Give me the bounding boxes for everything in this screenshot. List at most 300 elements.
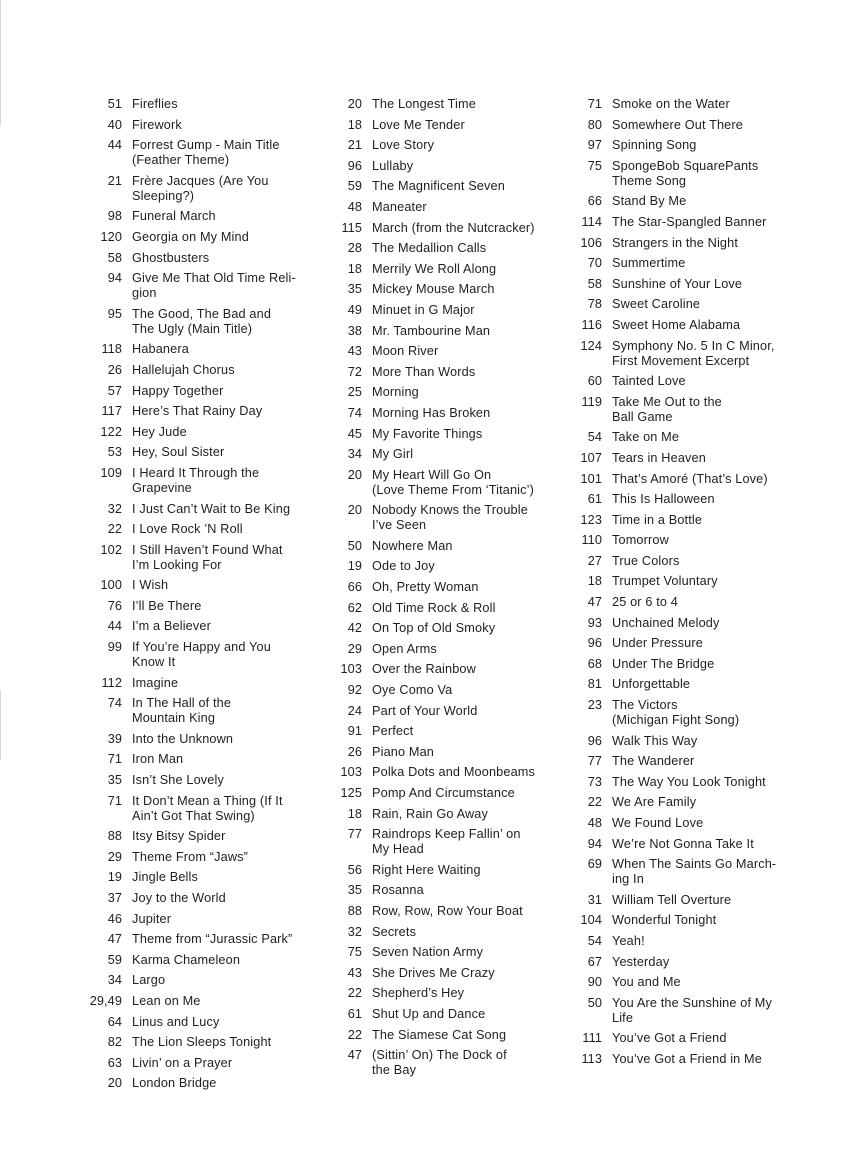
song-title: Take Me Out to the Ball Game [612,394,722,424]
page-number: 47 [107,932,122,947]
page-number: 35 [347,883,362,898]
song-title: William Tell Overture [612,892,732,907]
page-number: 72 [347,364,362,379]
page-number: 62 [347,600,362,615]
page-number: 75 [347,945,362,960]
index-entry [318,945,568,960]
page-number: 20 [347,467,362,482]
index-entry [78,209,328,224]
song-title: Lean on Me [132,993,201,1008]
index-entry [558,893,808,908]
page-number: 23 [587,698,602,713]
page-number: 25 [347,385,362,400]
index-entry [318,539,568,554]
song-title: Tainted Love [612,374,686,389]
index-entry [78,384,328,399]
song-title: Hey, Soul Sister [132,445,225,460]
page-number: 43 [347,965,362,980]
song-title: On Top of Old Smoky [372,621,496,636]
index-entry [558,554,808,569]
song-title: Unforgettable [612,677,691,692]
song-title: The Wanderer [612,754,695,769]
page-number: 58 [107,250,122,265]
page-number: 50 [347,538,362,553]
song-title: This Is Halloween [612,492,715,507]
page-number: 19 [107,870,122,885]
index-entry [78,118,328,133]
index-entry [318,925,568,940]
page-number: 71 [107,752,122,767]
page-number: 98 [107,209,122,224]
page-number: 44 [107,138,122,153]
song-title: Row, Row, Row Your Boat [372,903,523,918]
index-entry [78,404,328,419]
index-entry [78,850,328,865]
song-title: SpongeBob SquarePants Theme Song [612,158,759,188]
song-title: You’ve Got a Friend in Me [612,1051,762,1066]
index-entry [78,578,328,593]
index-entry [318,704,568,719]
page-number: 18 [587,574,602,589]
index-entry [78,1056,328,1071]
song-title: Iron Man [132,752,184,767]
song-title: More Than Words [372,364,476,379]
index-entry [78,230,328,245]
song-title: Morning [372,385,419,400]
song-title: Old Time Rock & Roll [372,600,496,615]
song-title: Spinning Song [612,138,697,153]
song-title: Raindrops Keep Fallin’ on My Head [372,827,521,857]
index-entry [78,752,328,767]
page-number: 18 [347,806,362,821]
index-entry [318,807,568,822]
index-entry [558,236,808,251]
page-number: 103 [340,765,362,780]
index-entry [78,307,328,337]
page-number: 29,49 [89,993,122,1008]
page-number: 110 [581,533,602,548]
index-entry [318,179,568,194]
index-entry [558,1052,808,1067]
index-entry [78,522,328,537]
index-entry [558,996,808,1026]
page-number: 71 [587,97,602,111]
index-entry [558,472,808,487]
song-title: Mickey Mouse March [372,282,495,297]
page-number: 28 [347,241,362,256]
index-entry [318,1007,568,1022]
page-number: 45 [347,426,362,441]
index-column-3 [558,97,808,1073]
song-title: Sweet Home Alabama [612,317,741,332]
index-entry [78,1035,328,1050]
index-entry [558,533,808,548]
page-number: 42 [347,621,362,636]
index-entry [78,912,328,927]
page-number: 66 [587,194,602,209]
index-entry [318,324,568,339]
song-title: You Are the Sunshine of My Life [612,995,773,1025]
page-number: 21 [107,173,122,188]
index-entry [78,773,328,788]
page-number: 37 [107,891,122,905]
song-title: Forrest Gump - Main Title (Feather Theme) [132,138,280,168]
page-number: 31 [587,892,602,907]
song-title: Morning Has Broken [372,405,491,420]
page-number: 40 [107,117,122,132]
song-title: It Don’t Mean a Thing (If It Ain’t Got That Swing) [132,793,283,823]
page-number: 34 [347,447,362,462]
song-title: Isn’t She Lovely [132,773,224,788]
song-title: 25 or 6 to 4 [612,595,678,610]
index-entry [78,543,328,573]
page-number: 92 [347,683,362,698]
page-number: 116 [581,317,602,332]
index-entry [78,1076,328,1091]
song-title: Somewhere Out There [612,117,743,132]
song-title: Part of Your World [372,703,478,718]
page-number: 99 [107,640,122,655]
song-title: The Longest Time [372,97,476,111]
index-entry [78,363,328,378]
page-number: 50 [587,995,602,1010]
index-entry [78,271,328,301]
song-title: Seven Nation Army [372,945,484,960]
page-number: 74 [107,696,122,711]
page-number: 57 [107,383,122,398]
song-title: Symphony No. 5 In C Minor, First Movement Excerpt [612,338,775,368]
song-title: Ghostbusters [132,250,210,265]
song-title: The Victors (Michigan Fight Song) [612,698,740,728]
song-title: Wonderful Tonight [612,913,717,928]
page-number: 107 [580,450,602,465]
index-entry [318,786,568,801]
song-title: Right Here Waiting [372,862,481,877]
song-title: Oye Como Va [372,683,453,698]
index-entry [318,262,568,277]
index-entry [318,883,568,898]
page-number: 38 [347,323,362,338]
index-entry [78,425,328,440]
page-number: 70 [587,256,602,271]
index-entry [318,503,568,533]
index-entry [558,734,808,749]
page-number: 48 [587,816,602,830]
song-title: Sunshine of Your Love [612,276,743,291]
song-title: Linus and Lucy [132,1014,220,1029]
page-number: 24 [347,703,362,718]
song-title: Time in a Bottle [612,512,703,527]
song-title: Perfect [372,724,414,739]
song-title: Frère Jacques (Are You Sleeping?) [132,173,269,203]
index-entry [318,559,568,574]
page-number: 101 [580,471,602,486]
index-entry [558,616,808,631]
index-entry [78,696,328,726]
song-title: My Girl [372,447,414,462]
page-number: 94 [107,271,122,286]
index-entry [318,642,568,657]
page-number: 59 [107,952,122,967]
page-number: 61 [587,492,602,507]
song-title: Rain, Rain Go Away [372,806,489,821]
index-entry [558,754,808,769]
index-entry [318,303,568,318]
song-title: The Good, The Bad and The Ugly (Main Title) [132,306,272,336]
song-title: She Drives Me Crazy [372,965,495,980]
index-entry [558,857,808,887]
page-number: 77 [347,827,362,842]
page-number: 20 [347,503,362,518]
page-number: 46 [107,911,122,926]
index-entry [558,215,808,230]
index-entry [558,775,808,790]
index-entry [558,698,808,728]
page-number: 82 [107,1035,122,1050]
page-number: 32 [347,924,362,939]
page-number: 27 [587,553,602,568]
index-entry [78,466,328,496]
page-number: 35 [347,282,362,297]
page-number: 29 [347,641,362,656]
song-title: Joy to the World [132,891,226,905]
page-number: 96 [587,733,602,748]
index-entry [78,174,328,204]
index-entry [78,870,328,885]
song-title: Largo [132,973,166,988]
song-title: Jingle Bells [132,870,198,885]
page-number: 29 [107,849,122,864]
index-entry [78,1015,328,1030]
song-title: Minuet in G Major [372,302,475,317]
song-title: The Magnificent Seven [372,179,505,194]
index-entry [318,986,568,1001]
song-title: Open Arms [372,641,437,656]
song-title: Firework [132,117,182,132]
song-title: Itsy Bitsy Spider [132,829,226,844]
song-title: Nobody Knows the Trouble I’ve Seen [372,503,528,533]
song-title: Livin’ on a Prayer [132,1055,233,1070]
index-entry [78,97,328,112]
index-entry [558,256,808,271]
song-title: That’s Amoré (That’s Love) [612,471,768,486]
song-title: Ode to Joy [372,559,435,574]
song-title: We Found Love [612,816,704,830]
index-entry [318,427,568,442]
index-entry [558,955,808,970]
page-number: 18 [347,261,362,276]
page-number: 54 [587,430,602,445]
song-title: Piano Man [372,744,435,759]
song-title: Give Me That Old Time Reli- gion [132,271,296,301]
page-number: 88 [347,903,362,918]
page-number: 122 [100,424,122,439]
song-title: The Medallion Calls [372,241,487,256]
song-title: Habanera [132,342,189,357]
song-title: Oh, Pretty Woman [372,580,479,595]
song-title: I’m a Believer [132,619,211,634]
index-entry [558,138,808,153]
page-number: 113 [581,1051,602,1066]
page-number: 19 [347,559,362,574]
song-title: Rosanna [372,883,424,898]
index-entry [78,502,328,517]
song-title: My Favorite Things [372,426,483,441]
index-entry [318,200,568,215]
page-number: 26 [107,362,122,377]
page-number: 51 [107,97,122,111]
song-title: Nowhere Man [372,538,453,553]
index-entry [558,492,808,507]
page-number: 63 [107,1055,122,1070]
page-number: 49 [347,302,362,317]
page-number: 67 [587,954,602,969]
index-entry [318,468,568,498]
index-entry [318,385,568,400]
page-number: 20 [347,97,362,111]
song-title: I Heard It Through the Grapevine [132,465,260,495]
index-entry [318,765,568,780]
song-title: Under Pressure [612,636,703,651]
song-title: Tomorrow [612,533,669,548]
page-number: 43 [347,344,362,359]
song-title: Into the Unknown [132,731,234,746]
page-number: 117 [101,404,122,419]
page-number: 47 [347,1048,362,1063]
page-edge-mark-middle [0,690,1,760]
index-entry [558,374,808,389]
song-title: Take on Me [612,430,680,445]
page-number: 48 [347,199,362,214]
index-entry [318,138,568,153]
page-number: 56 [347,862,362,877]
index-entry [558,816,808,831]
index-entry [318,662,568,677]
song-title: Yesterday [612,954,670,969]
index-entry [318,118,568,133]
index-entry [318,683,568,698]
song-title: Hallelujah Chorus [132,362,235,377]
page-number: 91 [347,724,362,739]
page-number: 61 [347,1006,362,1021]
index-entry [318,863,568,878]
song-title: Shepherd’s Hey [372,986,465,1001]
index-entry [78,973,328,988]
song-title: Yeah! [612,933,645,948]
page-number: 111 [582,1031,602,1046]
song-title: I’ll Be There [132,598,202,613]
page-number: 88 [107,829,122,844]
page-number: 80 [587,117,602,132]
song-title: Theme From “Jaws” [132,849,249,864]
index-entry [78,138,328,168]
index-entry [78,640,328,670]
page-number: 118 [101,342,122,357]
song-title: I Still Haven’t Found What I’m Looking For [132,542,283,572]
index-entry [318,966,568,981]
page-number: 68 [587,656,602,671]
page-number: 20 [107,1076,122,1091]
index-entry [318,406,568,421]
song-title: Strangers in the Night [612,235,739,250]
page-number: 102 [100,542,122,557]
page-number: 100 [100,578,122,593]
song-title: Love Me Tender [372,117,465,132]
index-entry [318,159,568,174]
page-number: 59 [347,179,362,194]
index-entry [558,194,808,209]
index-entry [558,451,808,466]
song-title: Stand By Me [612,194,687,209]
song-title: True Colors [612,553,680,568]
song-title: Shut Up and Dance [372,1006,486,1021]
song-title: In The Hall of the Mountain King [132,696,232,726]
index-entry [558,975,808,990]
page-number: 22 [107,522,122,537]
song-title: Moon River [372,344,439,359]
index-entry [558,339,808,369]
index-entry [558,118,808,133]
index-entry [78,251,328,266]
index-entry [318,827,568,857]
index-entry [318,601,568,616]
index-entry [318,1028,568,1043]
page-number: 115 [341,220,362,235]
page-number: 112 [101,675,122,690]
index-entry [558,795,808,810]
index-entry [78,891,328,906]
page-number: 69 [587,857,602,872]
index-entry [78,445,328,460]
index-entry [558,574,808,589]
index-entry [558,395,808,425]
song-title: Trumpet Voluntary [612,574,718,589]
index-entry [558,657,808,672]
page-number: 124 [580,338,602,353]
page-number: 81 [587,677,602,692]
song-title: (Sittin’ On) The Dock of the Bay [372,1048,507,1078]
song-title: Georgia on My Mind [132,229,249,244]
song-title: Over the Rainbow [372,662,476,677]
song-title: Mr. Tambourine Man [372,323,491,338]
song-title: Polka Dots and Moonbeams [372,765,535,780]
song-title: I Wish [132,578,169,593]
song-title: Merrily We Roll Along [372,261,497,276]
page-number: 77 [587,754,602,769]
index-entry [558,636,808,651]
song-title: My Heart Will Go On (Love Theme From ‘Titanic’) [372,467,534,497]
page-number: 47 [587,595,602,610]
song-title: When The Saints Go March- ing In [612,857,777,887]
index-entry [558,1031,808,1046]
song-title: We Are Family [612,795,697,810]
page-number: 90 [587,975,602,990]
page-number: 93 [587,615,602,630]
page-number: 123 [580,512,602,527]
song-title: The Way You Look Tonight [612,774,766,789]
song-title: Smoke on the Water [612,97,730,111]
page-number: 104 [580,913,602,928]
page-number: 73 [587,774,602,789]
index-entry [318,724,568,739]
index-entry [558,595,808,610]
index-entry [318,745,568,760]
song-title: London Bridge [132,1076,217,1091]
index-column-2 [318,97,568,1084]
index-entry [558,430,808,445]
song-title: Fireflies [132,97,178,111]
page-number: 54 [587,933,602,948]
